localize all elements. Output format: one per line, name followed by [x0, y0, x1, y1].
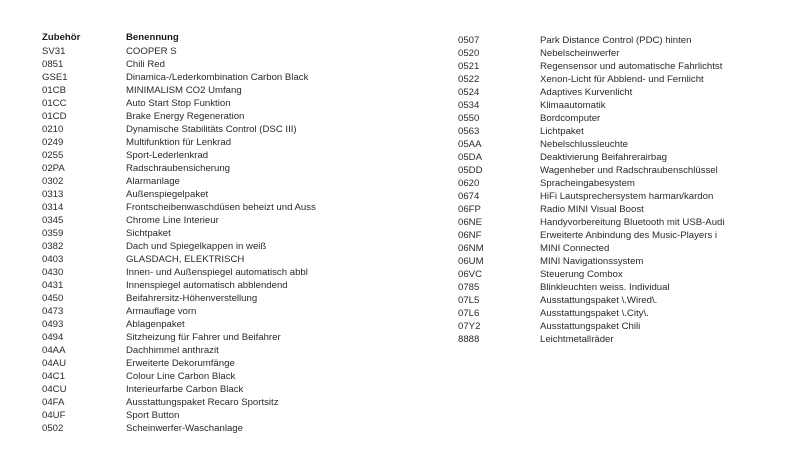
- equipment-code: 0403: [42, 254, 64, 265]
- table-row: [458, 60, 788, 73]
- equipment-name: Dinamica-/Lederkombination Carbon Black: [126, 72, 309, 83]
- table-row: [458, 320, 788, 333]
- equipment-name: Xenon-Licht für Abblend- und Fernlicht: [540, 74, 704, 85]
- equipment-code: 0359: [42, 228, 64, 239]
- equipment-name: Interieurfarbe Carbon Black: [126, 384, 244, 395]
- equipment-code: 01CB: [42, 85, 66, 96]
- table-row: [458, 281, 788, 294]
- table-row: [42, 136, 372, 149]
- equipment-code: 0520: [458, 48, 480, 59]
- equipment-code: 0314: [42, 202, 64, 213]
- table-row: [458, 47, 788, 60]
- table-row: [42, 357, 372, 370]
- table-row: [458, 138, 788, 151]
- table-row: [42, 370, 372, 383]
- header-code: Zubehör: [42, 32, 81, 43]
- table-row: [458, 73, 788, 86]
- equipment-name: Sichtpaket: [126, 228, 171, 239]
- table-row: [458, 177, 788, 190]
- equipment-name: Erweiterte Anbindung des Music-Players i: [540, 230, 718, 241]
- equipment-name: Außenspiegelpaket: [126, 189, 209, 200]
- equipment-name: Armauflage vorn: [126, 306, 197, 317]
- equipment-code: 0302: [42, 176, 64, 187]
- equipment-code: 05DA: [458, 152, 482, 163]
- equipment-name: Adaptives Kurvenlicht: [540, 87, 633, 98]
- equipment-code: 04FA: [42, 397, 65, 408]
- equipment-code: 06UM: [458, 256, 484, 267]
- equipment-code: 05AA: [458, 139, 482, 150]
- equipment-name: Leichtmetallräder: [540, 334, 614, 345]
- table-row: [42, 331, 372, 344]
- equipment-code: 0502: [42, 423, 64, 434]
- table-row: [42, 292, 372, 305]
- equipment-name: Park Distance Control (PDC) hinten: [540, 35, 692, 46]
- equipment-code: 07L6: [458, 308, 480, 319]
- equipment-name: Nebelscheinwerfer: [540, 48, 620, 59]
- equipment-code: 0674: [458, 191, 480, 202]
- equipment-name: COOPER S: [126, 46, 177, 57]
- table-row: [458, 255, 788, 268]
- equipment-code: 06VC: [458, 269, 482, 280]
- equipment-code: 07L5: [458, 295, 480, 306]
- equipment-code: 04AU: [42, 358, 66, 369]
- table-row: [42, 422, 372, 435]
- table-row: [42, 110, 372, 123]
- table-row: [458, 112, 788, 125]
- table-row: [42, 188, 372, 201]
- equipment-code: 07Y2: [458, 321, 481, 332]
- equipment-code: 0550: [458, 113, 480, 124]
- right-rows: [458, 34, 788, 346]
- equipment-name: Bordcomputer: [540, 113, 601, 124]
- equipment-name: Regensensor und automatische Fahrlichtst: [540, 61, 723, 72]
- equipment-name: Brake Energy Regeneration: [126, 111, 245, 122]
- equipment-code: 01CC: [42, 98, 67, 109]
- equipment-name: Ablagenpaket: [126, 319, 185, 330]
- equipment-code: 0493: [42, 319, 64, 330]
- table-row: [42, 45, 372, 58]
- table-row: [458, 294, 788, 307]
- left-rows: [42, 45, 372, 435]
- table-row: [458, 203, 788, 216]
- equipment-name: Handyvorbereitung Bluetooth mit USB-Audi: [540, 217, 725, 228]
- equipment-name: Dachhimmel anthrazit: [126, 345, 219, 356]
- table-row: [42, 175, 372, 188]
- table-row: [42, 240, 372, 253]
- table-row: [42, 214, 372, 227]
- equipment-code: 0431: [42, 280, 64, 291]
- table-row: [42, 383, 372, 396]
- equipment-code: 0521: [458, 61, 480, 72]
- equipment-name: GLASDACH, ELEKTRISCH: [126, 254, 245, 265]
- equipment-name: Radio MINI Visual Boost: [540, 204, 644, 215]
- equipment-name: Chili Red: [126, 59, 165, 70]
- equipment-name: Sitzheizung für Fahrer und Beifahrer: [126, 332, 281, 343]
- table-row: [42, 201, 372, 214]
- table-row: [458, 268, 788, 281]
- equipment-code: 0473: [42, 306, 64, 317]
- equipment-name: MINIMALISM CO2 Umfang: [126, 85, 242, 96]
- equipment-name: Ausstattungspaket \.City\.: [540, 308, 649, 319]
- equipment-name: Innenspiegel automatisch abblendend: [126, 280, 288, 291]
- equipment-code: 0507: [458, 35, 480, 46]
- equipment-code: 0249: [42, 137, 64, 148]
- equipment-name: Colour Line Carbon Black: [126, 371, 236, 382]
- equipment-code: 0255: [42, 150, 64, 161]
- equipment-code: 0313: [42, 189, 64, 200]
- equipment-name: Dynamische Stabilitäts Control (DSC III): [126, 124, 297, 135]
- right-column: [458, 34, 788, 346]
- table-row: [42, 97, 372, 110]
- equipment-name: Lichtpaket: [540, 126, 584, 137]
- equipment-name: Klimaautomatik: [540, 100, 606, 111]
- equipment-name: MINI Connected: [540, 243, 610, 254]
- equipment-code: 04AA: [42, 345, 66, 356]
- equipment-code: 0620: [458, 178, 480, 189]
- equipment-code: 0450: [42, 293, 64, 304]
- equipment-name: Ausstattungspaket Recaro Sportsitz: [126, 397, 279, 408]
- equipment-name: Sport-Lederlenkrad: [126, 150, 209, 161]
- table-row: [458, 242, 788, 255]
- table-row: [42, 396, 372, 409]
- table-row: [458, 86, 788, 99]
- equipment-code: 0563: [458, 126, 480, 137]
- equipment-code: 06NM: [458, 243, 484, 254]
- equipment-code: 0851: [42, 59, 64, 70]
- equipment-code: 04C1: [42, 371, 65, 382]
- equipment-code: 0430: [42, 267, 64, 278]
- equipment-code: 0210: [42, 124, 64, 135]
- table-row: [42, 305, 372, 318]
- table-row: [42, 279, 372, 292]
- table-row: [42, 266, 372, 279]
- equipment-name: Alarmanlage: [126, 176, 180, 187]
- table-row: [458, 307, 788, 320]
- table-header: [42, 30, 372, 45]
- equipment-name: Blinkleuchten weiss. Individual: [540, 282, 670, 293]
- equipment-code: SV31: [42, 46, 66, 57]
- equipment-name: Spracheingabesystem: [540, 178, 635, 189]
- equipment-name: Chrome Line Interieur: [126, 215, 219, 226]
- equipment-name: Wagenheber und Radschraubenschlüssel: [540, 165, 718, 176]
- table-row: [458, 229, 788, 242]
- equipment-name: Steuerung Combox: [540, 269, 623, 280]
- table-row: [42, 71, 372, 84]
- equipment-code: 0534: [458, 100, 480, 111]
- equipment-code: 0524: [458, 87, 480, 98]
- equipment-code: 8888: [458, 334, 480, 345]
- equipment-code: 04CU: [42, 384, 67, 395]
- equipment-code: 04UF: [42, 410, 66, 421]
- table-row: [42, 318, 372, 331]
- table-row: [42, 253, 372, 266]
- equipment-name: Sport Button: [126, 410, 180, 421]
- equipment-name: Erweiterte Dekorumfänge: [126, 358, 235, 369]
- equipment-name: MINI Navigationssystem: [540, 256, 644, 267]
- equipment-name: Dach und Spiegelkappen in weiß: [126, 241, 267, 252]
- equipment-code: 0382: [42, 241, 64, 252]
- equipment-code: 0785: [458, 282, 480, 293]
- equipment-name: Ausstattungspaket Chili: [540, 321, 641, 332]
- equipment-code: 0345: [42, 215, 64, 226]
- equipment-code: 06FP: [458, 204, 481, 215]
- table-row: [458, 216, 788, 229]
- equipment-name: Radschraubensicherung: [126, 163, 230, 174]
- equipment-code: GSE1: [42, 72, 68, 83]
- table-row: [42, 162, 372, 175]
- table-row: [458, 125, 788, 138]
- table-row: [42, 227, 372, 240]
- equipment-name: Ausstattungspaket \.Wired\.: [540, 295, 658, 306]
- table-row: [458, 99, 788, 112]
- equipment-code: 0522: [458, 74, 480, 85]
- table-row: [458, 34, 788, 47]
- table-row: [42, 409, 372, 422]
- table-row: [42, 344, 372, 357]
- equipment-code: 01CD: [42, 111, 67, 122]
- table-row: [458, 164, 788, 177]
- equipment-code: 02PA: [42, 163, 65, 174]
- table-row: [42, 58, 372, 71]
- table-row: [458, 190, 788, 203]
- table-row: [458, 151, 788, 164]
- equipment-code: 05DD: [458, 165, 483, 176]
- table-row: [458, 333, 788, 346]
- equipment-name: Nebelschlussleuchte: [540, 139, 628, 150]
- equipment-name: Innen- und Außenspiegel automatisch abbl: [126, 267, 308, 278]
- equipment-name: Frontscheibenwaschdüsen beheizt und Auss: [126, 202, 316, 213]
- header-name: Benennung: [126, 32, 179, 43]
- equipment-name: Multifunktion für Lenkrad: [126, 137, 232, 148]
- equipment-name: Deaktivierung Beifahrerairbag: [540, 152, 667, 163]
- equipment-name: Scheinwerfer-Waschanlage: [126, 423, 243, 434]
- equipment-code: 06NF: [458, 230, 482, 241]
- equipment-name: Beifahrersitz-Höhenverstellung: [126, 293, 258, 304]
- table-row: [42, 84, 372, 97]
- table-row: [42, 123, 372, 136]
- left-column: [42, 30, 372, 435]
- equipment-name: Auto Start Stop Funktion: [126, 98, 231, 109]
- equipment-name: HiFi Lautsprechersystem harman/kardon: [540, 191, 714, 202]
- table-row: [42, 149, 372, 162]
- equipment-code: 06NE: [458, 217, 482, 228]
- equipment-code: 0494: [42, 332, 64, 343]
